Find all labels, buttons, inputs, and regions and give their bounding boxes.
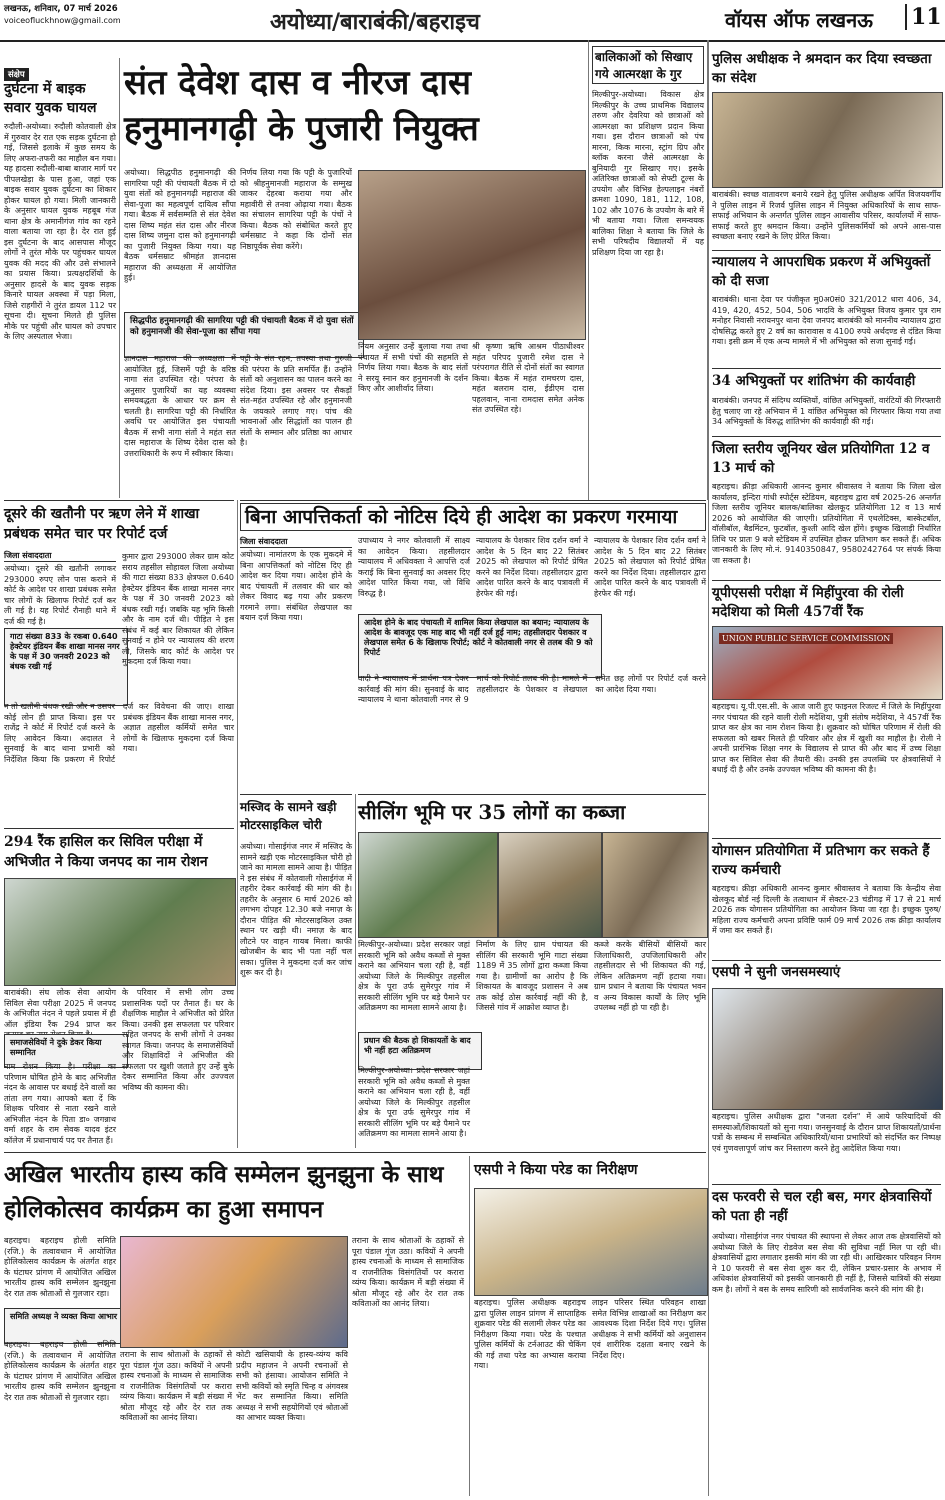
priests-col1b: ज्ञानदास महाराज की अध्यक्षता में आयोजित हुई, जिसमें पट्टी के वरिष्ठ नागा संत उपस्थित रहे। परंपरा के अनुसार पुजारियों का यह व्यवस्था समयबद्धता के आधार पर क्रम से चलती है। सागरिया पट्टी की निर्धारित अवधि पर आयोजित इस पंचायती बैठक में सभी नागा संतों ने महंत सत दास महाराज के शिष्य देवेश दास को उत्तराधिकारी के रूप में स्वीकार किया। xyxy=(124,354,236,458)
ceiling-photo-2 xyxy=(498,832,602,938)
court-col3: न्यायालय के पेशकार शिव दर्शन वर्मा ने आदेश के 5 दिन बाद 22 सितंबर 2025 को लेखपाल को रिपोर्ट प्रेषित करने का निर्देश दिया। तहसीलदार द्वारा आदेश पारित करने के बाद पत्रावली में हेरफेर की गई। xyxy=(476,536,588,598)
selfdefense-headline: बालिकाओं को सिखाए गये आत्मरक्षा के गुर xyxy=(592,46,704,84)
sphearing-body: बहराइच। पुलिस अधीक्षक द्वारा "जनता दर्शन" में आये फरियादियों की समस्याओं/शिकायतों को सुना गया। जनसुनवाई के दौरान प्राप्त शिकायतों/प्रार्थना पत्रों के सम्बन्ध में सम्बन्धित अधिकारियों/थाना प्रभारियों को संदर्भित कर निष्पक्ष एवं गुणवत्तापूर्ण जांच कर निस्तारण करने हेतु आदेशित किया गया। xyxy=(712,1112,941,1153)
ceiling-photo-1 xyxy=(358,832,498,938)
priests-col2: निर्णय लिया गया कि पट्टी के पुजारियों को श्रीहनुमानजी महाराज के सम्मुख जाकर देहरबा कराया गया और महावीरी से तनवा ओढ़ाया गया। बैठक का संचालन सागरिया पट्टी के पंचों ने किया। बैठक को संबोधित करते हुए धर्मसम्राट ने कहा कि दोनों संत निष्ठापूर्वक सेवा करेंगे। xyxy=(240,168,352,251)
mosque-body: अयोध्या। गोसाईगंज नगर में मस्जिद के सामने खड़ी एक मोटरसाइकिल चोरी हो जाने का मामला सामने आया है। पीड़ित ने इस संबंध में कोतवाली गोसाईगंज में तहरीर देकर कार्रवाई की मांग की है। तहरीर के अनुसार 6 मार्च 2026 को लगभग दोपहर 12.30 बजे नमाज़ के दौरान पीड़ित की मोटरसाइकिल उक्त स्थान पर खड़ी थी। नमाज़ के बाद लौटने पर वाहन गायब मिला। काफी खोजबीन के बाद भी पता नहीं चल सका। पुलिस ने मुकदमा दर्ज कर जांच शुरू कर दी है। xyxy=(240,842,352,977)
cleanliness-body: बाराबंकी। स्वच्छ वातावरण बनाये रखने हेतु पुलिस अधीक्षक अर्पित विजयवर्गीय ने पुलिस लाइन में रिजर्व पुलिस लाइन में नियुक्त अधिकारियों के साथ साफ-सफाई अभियान के अन्तर्गत पुलिस लाइन आवासीय परिसर, कार्यालयों में साफ-सफाई करते हुए श्रमदान किया। उन्होंने पुलिसकर्मियों को अपने आस-पास स्वच्छता बनाए रखने के लिए प्रेरित किया। xyxy=(712,190,941,241)
selfdefense-body: मिल्कीपुर-अयोध्या। विकास क्षेत्र मिल्कीपुर के उच्च प्राथमिक विद्यालय तरुण और देवरिया को छात्राओं को आत्मरक्षा का प्रशिक्षण प्रदान किया गया। इस दौरान छात्राओं को पंच मारना, किक मारना, स्ट्रांग ग्रिप और ब्लॉक करना जैसे आत्मरक्षा के बुनियादी गुर सिखाए गए। इसके अतिरिक्त छात्राओं को सेफ्टी टूल्स के उपयोग और विभिन्न हेल्पलाइन नंबरों क्रमशः 1090, 181, 112, 108, 102 और 1076 के उपयोग के बारे में भी बताया गया। जिला समन्वयक बालिका शिक्षा ने बताया कि जिले के सभी परिषदीय विद्यालयों में यह प्रशिक्षण दिया जा रहा है। xyxy=(592,90,705,257)
mosque-headline: मस्जिद के सामने खड़ी मोटरसाइकिल चोरी xyxy=(240,800,337,832)
accident-headline: दुर्घटना में बाइक सवार युवक घायल xyxy=(4,81,97,116)
section-title: अयोध्या/बाराबंकी/बहराइच xyxy=(270,9,480,35)
holi-body2: तराना के साथ श्रोताओं के ठहाकों से पूरा पंडाल गूंज उठा। कवियों ने अपनी हास्य रचनाओं के माध्यम से सामाजिक व राजनीतिक विसंगतियों पर करारा व्यंग्य किया। कार्यक्रम में बड़ी संख्या में श्रोता मौजूद रहे और देर रात तक कविताओं का आनंद लिया। xyxy=(120,1350,232,1422)
bus-headline: दस फरवरी से चल रही बस, मगर क्षेत्रवासियों को पता ही नहीं xyxy=(712,1189,932,1224)
page-number: 11 xyxy=(905,4,942,30)
upsc2-body: बहराइच। यू.पी.एस.सी. के आज जारी हुए फाइनल रिजल्ट में जिले के मिहींपुरवा नगर पंचायत की रहने वाली रोली मदेशिया, पुत्री संतोष मदेशिया, ने 457वीं रैंक प्राप्त कर क्षेत्र का नाम रोशन किया है। शुक्रवार को घोषित परिणाम में रोली की सफलता को खबर मिलते ही परिवार और क्षेत्र में खुशी का माहौल है। रोली ने अपनी प्रारंभिक शिक्षा नगर के विद्यालय से प्राप्त की और बाद में उच्च शिक्षा प्राप्त कर सिविल सेवा की तैयारी की। उनकी इस उपलब्धि पर क्षेत्रवासियों ने बधाई दी है और उनके उज्ज्वल भविष्य की कामना की है। xyxy=(712,702,941,774)
court-headline: बिना आपत्तिकर्ता को नोटिस दिये ही आदेश का प्रकरण गरमाया xyxy=(240,503,706,531)
holi-body3: कोटी खसियायी के हास्य-व्यंग्य कवि प्रदीप महाजन ने अपनी रचनाओं से सभी को हंसाया। आयोजन समिति ने सभी कवियों को स्मृति चिन्ह व अंगवस्त्र भेंट कर सम्मानित किया। समिति अध्यक्ष ने सभी सहयोगियों एवं श्रोताओं का आभार व्यक्त किया। xyxy=(236,1350,348,1422)
sphearing-photo xyxy=(712,988,943,1110)
holi-body1: बहराइच। बहराइच होली समिति (रजि.) के तत्वावधान में आयोजित होलिकोत्सव कार्यक्रम के अंतर्गत शहर के घंटाघर प्रांगण में आयोजित अखिल भारतीय हास्य कवि सम्मेलन झुनझुना देर रात तक श्रोताओं से गुलजार रहा। xyxy=(4,1236,116,1298)
upsc2-sign: UNION PUBLIC SERVICE COMMISSION xyxy=(719,633,893,644)
priests-col4: श्री कृष्णा ऋषि आश्रम पीठाधीश्वर महंत परिपद पुजारी रमेश दास ने परंपरागत रीति से दोनों संतों का स्वागत किया। बैठक में महंत रामचरण दास, महंत बलराम दास, ईडीएम दास पहलवान, नाना रामदास समेत अनेक संत उपस्थित रहे। xyxy=(472,342,584,414)
sphearing-headline: एसपी ने सुनी जनसमस्याएं xyxy=(712,964,841,980)
verdict-headline: न्यायालय ने आपराधिक प्रकरण में अभियुक्तों को दी सजा xyxy=(712,254,931,289)
court-col4: वादी ने न्यायालय में प्रार्थना पत्र देकर कार्रवाई की मांग की। सुनवाई के बाद न्यायालय ने थाना कोतवाली नगर से 9 मार्च को रिपोर्ट तलब की है। मामले में तहसीलदार के पेशकार व लेखपाल समेत छह लोगों पर रिपोर्ट दर्ज करने का आदेश दिया गया। xyxy=(358,674,706,704)
goons-body: बाराबंकी। जनपद में संदिग्ध व्यक्तियों, वांछित अभियुक्तों, वारंटियों की गिरफ्तारी हेतु चलाए जा रहे अभियान में 1 वांछित अभियुक्त को गिरफ्तार किया गया तथा 34 अभियुक्तों के विरुद्ध शांतिभंग की कार्यवाही की गई। xyxy=(712,396,941,426)
ceiling-col1b: मिल्कीपुर-अयोध्या। प्रदेश सरकार जहां सरकारी भूमि को अवैध कब्जों से मुक्त कराने का अभियान चला रही है, वहीं अयोध्या जिले के मिल्कीपुर तहसील क्षेत्र के पूरा उर्फ सुमेरपुर गांव में सरकारी सीलिंग भूमि पर बड़े पैमाने पर अतिक्रमण का मामला सामने आया है। xyxy=(358,1066,470,1138)
parade-photo xyxy=(474,1188,708,1296)
holi-photo xyxy=(120,1236,348,1348)
dateline: लखनऊ, शनिवार, 07 मार्च 2026 xyxy=(4,4,118,14)
goons-headline: 34 अभियुक्तों पर शांतिभंग की कार्यवाही xyxy=(712,373,916,389)
holi-body4: तराना के साथ श्रोताओं के ठहाकों से पूरा पंडाल गूंज उठा। कवियों ने अपनी हास्य रचनाओं के माध्यम से सामाजिक व राजनीतिक विसंगतियों पर करारा व्यंग्य किया। कार्यक्रम में बड़ी संख्या में श्रोता मौजूद रहे और देर रात तक कविताओं का आनंद लिया। xyxy=(352,1236,464,1308)
ceiling-photo-3 xyxy=(602,832,708,938)
verdict-body: बाराबंकी। थाना देवा पर पंजीकृत मु0अ0सं0 321/2012 धारा 406, 34, 419, 420, 452, 504, 506 भादवि के अभियुक्त विजय कुमार पुत्र राम मनोहर निवासी नरायनपुर थाना देवा जनपद बाराबंकी को माननीय न्यायालय द्वारा दोषसिद्ध करते हुए 2 वर्ष का कारावास व 4100 रुपये अर्थदण्ड से दंडित किया गया। इसी क्रम में एक अन्य मामले में भी अभियुक्त को सजा सुनाई गई। xyxy=(712,295,941,346)
parade-body1: बहराइच। पुलिस अधीक्षक बहराइच द्वारा पुलिस लाइन प्रांगण में साप्ताहिक शुक्रवार परेड की सलामी लेकर परेड का निरीक्षण किया गया। परेड के पश्चात पुलिस कर्मियों के टर्नआउट की चेकिंग की गई तथा परेड का अभ्यास कराया गया। xyxy=(474,1298,586,1370)
masthead xyxy=(0,0,945,42)
priests-col3: नियम अनुसार उन्हें बुलाया गया तथा पंचायत में सभी पंचों की सहमति से निर्णय लिया गया। बैठक के बाद संतों ने सरयू स्नान कर हनुमानजी के दर्शन किए और आशीर्वाद लिया। xyxy=(358,342,468,393)
sports-body: बहराइच। क्रीड़ा अधिकारी आनन्द कुमार श्रीवास्तव ने बताया कि जिला खेल कार्यालय, इन्दिरा गांधी स्पोर्ट्स स्टेडियम, बहराइच द्वारा वर्ष 2025-26 अन्तर्गत जिला स्तरीय जूनियर बालक/बालिका खेलकूद प्रतियोगिता 12 व 13 मार्च 2026 को आयोजित की जाएगी। प्रतियोगिता में एथलेटिक्स, बास्केटबॉल, वॉलीबॉल, बैडमिंटन, फुटबॉल, कुश्ती आदि खेल होंगे। इच्छुक खिलाड़ी निर्धारित तिथि पर प्रातः 9 बजे स्टेडियम में उपस्थित होकर प्रतिभाग कर सकते हैं। अधिक जानकारी के लिए मो.नं. 9140350847, 9580242764 पर संपर्क किया जा सकता है। xyxy=(712,482,941,565)
paper-name: वॉयस ऑफ लखनऊ xyxy=(725,8,873,32)
ceiling-col3: कब्जे करके बीसियों बीसियों कार जिलाधिकारी, उपजिलाधिकारी और तहसीलदार से भी शिकायत की गई, लेकिन अतिक्रमण नहीं हटाया गया। ग्राम प्रधान ने बताया कि पंचायत भवन व अन्य विकास कार्यों के लिए भूमि उपलब्ध नहीं हो पा रही है। xyxy=(594,940,706,1012)
loan-box: गाटा संख्या 833 के रकबा 0.640 हेक्टेयर इंडियन बैंक शाखा मानस नगर के पक्ष में 30 जनवरी 2023 को बंधक रखी गई xyxy=(4,628,128,706)
upsc-body1: बाराबंकी। संघ लोक सेवा आयोग सिविल सेवा परीक्षा 2025 में जनपद के अभिजीत नंदन ने पहले प्रयास में ही ऑल इंडिया रैंक 294 प्राप्त कर xyxy=(4,988,116,1029)
cleanliness-photo xyxy=(712,92,943,188)
parade-body2: लाइन परिसर स्थित परिवहन शाखा समेत विभिन्न शाखाओं का निरीक्षण कर आवश्यक दिशा निर्देश दिये गए। पुलिस अधीक्षक ने सभी कर्मियों को अनुशासन एवं शारीरिक दक्षता बनाए रखने के निर्देश दिए। xyxy=(592,1298,706,1360)
brief-tag: संक्षेप xyxy=(4,62,44,76)
ceiling-col1: मिल्कीपुर-अयोध्या। प्रदेश सरकार जहां सरकारी भूमि को अवैध कब्जों से मुक्त कराने का अभियान चला रही है, वहीं अयोध्या जिले के मिल्कीपुर तहसील क्षेत्र के पूरा उर्फ सुमेरपुर गांव में सरकारी सीलिंग भूमि पर बड़े पैमाने पर अतिक्रमण का मामला सामने आया है। xyxy=(358,940,470,1012)
ceiling-col2: निर्माण के लिए ग्राम पंचायत की सीलिंग की सरकारी भूमि गाटा संख्या 1189 में 35 लोगों द्वारा कब्जा किया गया है। ग्रामीणों का आरोप है कि शिकायत के बावजूद प्रशासन ने अब तक कोई ठोस कार्रवाई नहीं की है, जिससे गांव में आक्रोश व्याप्त है। xyxy=(476,940,588,1012)
ceiling-box: प्रधान की बैठक हो शिकायतों के बाद भी नहीं हटा अतिक्रमण xyxy=(358,1032,482,1070)
loan-body1: अयोध्या। दूसरे की खतौनी लगाकर 293000 रुपए लोन पास कराने में कोर्ट के आदेश पर शाखा प्रबंधक समेत चार लोगों के खिलाफ रिपोर्ट दर्ज कर ली गई है। यह रिपोर्ट रौनाही थाने में दर्ज की गई है। xyxy=(4,564,116,626)
yoga-body: बहराइच। क्रीड़ा अधिकारी आनन्द कुमार श्रीवास्तव ने बताया कि केन्द्रीय सेवा खेलकूद बोर्ड नई दिल्ली के तत्वाधान में सेक्टर-23 चंडीगढ़ में 17 से 21 मार्च 2026 तक योगासन प्रतियोगिता का आयोजन किया जा रहा है। इच्छुक पुरुष/महिला राज्य कर्मचारी अपना प्रविष्टि फार्म 09 मार्च 2026 तक क्रीड़ा कार्यालय में जमा कर सकते हैं। xyxy=(712,884,941,935)
sports-headline: जिला स्तरीय जूनियर खेल प्रतियोगिता 12 व 13 मार्च को xyxy=(712,441,930,476)
priests-headline: संत देवेश दास व नीरज दास हनुमानगढ़ी के पुजारी नियुक्त xyxy=(124,63,479,149)
priests-photo xyxy=(358,170,586,340)
loan-body2: कुमार द्वारा 293000 लेकर ग्राम कोट सराय तहसील सोहावल जिला अयोध्या की गाटा संख्या 833 क्षेत्रफल 0.640 हेक्टेयर इंडियन बैंक शाखा मानस नगर के पक्ष में 30 जनवरी 2023 को बंधक रखी गई। जबकि यह भूमि किसी और के नाम दर्ज थी। पीड़ित ने इस संबंध में कई बार शिकायत की लेकिन सुनवाई न होने पर न्यायालय की शरण ली, जिसके बाद कोर्ट के आदेश पर मुकदमा दर्ज किया गया। xyxy=(122,552,234,666)
loan-body3: न तो खतौनी बंधक रखी और न उसपर कोई लोन ही प्राप्त किया। इस पर राजेंद्र ने कोर्ट में रिपोर्ट दर्ज करने के लिए आवेदन किया। अदालत ने सुनवाई के बाद थाना प्रभारी को निर्देशित किया कि प्रकरण में रिपोर्ट दर्ज कर विवेचना की जाए। शाखा प्रबंधक इंडियन बैंक शाखा मानस नगर, अज्ञात तहसील कर्मियों समेत चार लोगों के खिलाफ मुकदमा दर्ज किया गया। xyxy=(4,702,234,764)
upsc-body3: के परिवार में सभी लोग उच्च प्रशासनिक पदों पर तैनात हैं। घर के शैक्षणिक माहौल ने अभिजीत को प्रेरित किया। उनकी इस सफलता पर परिवार सहित जनपद के सभी लोगों ने उनका स्वागत किया। जनपद के समाजसेवियों और शिक्षाविदों ने अभिजीत की सफलता पर खुशी जताते हुए उन्हें बुके देकर सम्मानित किया और उज्ज्वल भविष्य की कामना की। xyxy=(122,988,234,1092)
holi-subhead: समिति अध्यक्ष ने व्यक्त किया आभार xyxy=(4,1308,128,1344)
email: voiceofluckhnow@gmail.com xyxy=(4,16,121,25)
upsc-subhead: समाजसेवियों ने दुके डेकर किया सम्मानित xyxy=(4,1034,128,1068)
accident-body: रुदौली-अयोध्या। रुदौली कोतवाली क्षेत्र में गुरुवार देर रात एक सड़क दुर्घटना हो गई, जिससे इलाके में कुछ समय के लिए अफरा-तफरी का माहौल बन गया। यह हादसा रुदौली-बाबा बाजार मार्ग पर पीपलखेड़ा के पास हुआ, जहां एक बाइक सवार युवक दुर्घटना का शिकार होकर घायल हो गया। मिली जानकारी के अनुसार घायल युवक महबूब गंज थाना क्षेत्र के अमानीगंज गांव का रहने वाला बताया जा रहा है। देर रात हुई इस दुर्घटना के बाद आसपास मौजूद लोगों ने तुरंत मौके पर पहुंचकर घायल युवक की मदद की और उसे संभालने का प्रयास किया। प्रत्यक्षदर्शियों के अनुसार हादसे के बाद युवक सड़क किनारे घायल अवस्था में पड़ा मिला, जिसे राहगीरों ने तुरंत डायल 112 पर सूचना दी। सूचना मिलते ही पुलिस मौके पर पहुंची और घायल को उपचार के लिए अस्पताल भेजा। xyxy=(4,122,116,341)
priests-col2b: पट्टी के संत रहन, तपस्या तथा गुरुजी की परंपरा के प्रति समर्पित हैं। उन्होंने संतों को अनुशासन का पालन करने का संदेश दिया। इस अवसर पर सैकड़ों संत-महंत उपस्थित रहे और हनुमानजी के जयकारे लगाए गए। पांच की भावनाओं और सिद्धांतों का पालन ही संतों के सम्मान और प्रतिष्ठा का आधार है। xyxy=(240,354,352,447)
priests-col1: अयोध्या। सिद्धपीठ हनुमानगढ़ी की सागरिया पट्टी की पंचायती बैठक में दो युवा संतों को हनुमानगढ़ी महाराज की सेवा-पूजा का महत्वपूर्ण दायित्व सौंपा गया। बैठक में सर्वसम्मति से संत देवेश दास शिष्य महंत संत दास और नीरज दास शिष्य जमुना दास को हनुमानगढ़ी का पुजारी नियुक्त किया गया। यह बैठक धर्मसम्राट श्रीमहंत ज्ञानदास महाराज की अध्यक्षता में आयोजित हुई। xyxy=(124,168,236,282)
cleanliness-headline: पुलिस अधीक्षक ने श्रमदान कर दिया स्वच्छता का संदेश xyxy=(712,51,932,86)
court-col1: अयोध्या। नामांतरण के एक मुकदमे में बिना आपत्तिकर्ता को नोटिस दिए ही आदेश कर दिया गया। आदेश होने के बाद पंचायती में तलवार की धार को लेकर विवाद बढ़ गया और प्रकरण गरमाने लगा। संबंधित लेखपाल का बयान दर्ज किया गया। xyxy=(240,550,352,622)
parade-headline: एसपी ने किया परेड का निरीक्षण xyxy=(474,1162,638,1178)
holi-headline: अखिल भारतीय हास्य कवि सम्मेलन झुनझुना के साथ होलिकोत्सव कार्यक्रम का हुआ समापन xyxy=(4,1161,444,1223)
upsc-headline: 294 रैंक हासिल कर सिविल परीक्षा में अभिजीत ने किया जनपद का नाम रोशन xyxy=(4,834,208,870)
priests-highlight: सिद्धपीठ हनुमानगढ़ी की सागरिया पट्टी की पंचायती बैठक में दो युवा संतों को हनुमानजी की सेवा-पूजा का सौंपा गया xyxy=(124,312,364,358)
yoga-headline: योगासन प्रतियोगिता में प्रतिभाग कर सकते हैं राज्य कर्मचारी xyxy=(712,843,930,878)
bus-body: अयोध्या। गोसाईगंज नगर पंचायत की स्थापना से लेकर आज तक क्षेत्रवासियों को अयोध्या जिले के लिए रोडवेज बस सेवा की सुविधा नहीं मिल पा रही थी। क्षेत्रवासियों द्वारा लगातार इसकी मांग की जा रही थी। आखिरकार परिवहन निगम ने 10 फरवरी से बस सेवा शुरू कर दी, लेकिन प्रचार-प्रसार के अभाव में अधिकांश क्षेत्रवासियों को इसकी जानकारी ही नहीं है, जिससे यात्रियों की संख्या कम है। लोगों ने बस के समय सारिणी को सार्वजनिक करने की मांग की है। xyxy=(712,1232,941,1294)
court-dateline: जिला संवाददाता xyxy=(240,536,352,548)
upsc-photo xyxy=(4,878,236,986)
loan-headline: दूसरे की खतौनी पर ऋण लेने में शाखा प्रबंधक समेत चार पर रिपोर्ट दर्ज xyxy=(4,506,200,542)
court-box: आदेश होने के बाद पंचायती में शामिल किया लेखपाल का बयान; न्यायालय के आदेश के बावजूद एक माह बाद भी नहीं दर्ज हुई नाम; तहसीलदार पेशकार व लेखपाल समेत 6 के खिलाफ रिपोर्ट; कोर्ट ने कोतवाली नगर से तलब की 9 को रिपोर्ट xyxy=(358,614,602,678)
court-col5: न्यायालय के पेशकार शिव दर्शन वर्मा ने आदेश के 5 दिन बाद 22 सितंबर 2025 को लेखपाल को रिपोर्ट प्रेषित करने का निर्देश दिया। तहसीलदार द्वारा आदेश पारित करने के बाद पत्रावली में हेरफेर की गई। xyxy=(594,536,706,598)
upsc2-photo xyxy=(712,626,943,700)
court-col2: उपाध्याय ने नगर कोतवाली में साक्ष्य का आवेदन किया। तहसीलदार न्यायालय में अधिवक्ता ने आपत्ति दर्ज कराई कि बिना सुनवाई का अवसर दिए आदेश पारित किया गया, जो विधि विरुद्ध है। xyxy=(358,536,470,598)
upsc2-headline: यूपीएससी परीक्षा में मिहींपुरवा की रोली मदेशिया को मिली 457वीं रैंक xyxy=(712,585,904,620)
holi-body1b: बहराइच। बहराइच होली समिति (रजि.) के तत्वावधान में आयोजित होलिकोत्सव कार्यक्रम के अंतर्गत शहर के घंटाघर प्रांगण में आयोजित अखिल भारतीय हास्य कवि सम्मेलन झुनझुना देर रात तक श्रोताओं से गुलजार रहा। xyxy=(4,1340,116,1402)
ceiling-headline: सीलिंग भूमि पर 35 लोगों का कब्जा xyxy=(358,800,626,824)
loan-dateline: जिला संवाददाता xyxy=(4,550,116,562)
upsc-body2: नाम रोशन किया है। परीक्षा का परिणाम घोषित होने के बाद अभिजीत नंदन के आवास पर बधाई देने वालों का तांता लग गया। आपको बता दें कि शिक्षक परिवार से नाता रखने वाले अभिजीत नंदन के पिता डा० जगन्नाथ वर्मा शहर के राम सेवक यादव इंटर कॉलेज में प्रधानाचार्य पद पर तैनात हैं। xyxy=(4,1062,116,1145)
